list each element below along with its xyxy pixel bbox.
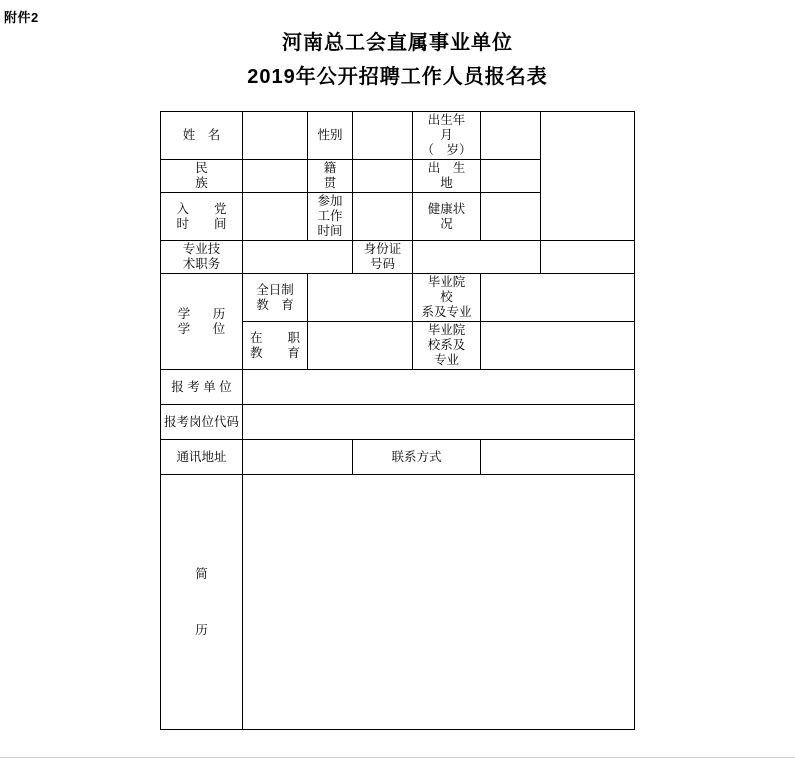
label-gender: [308, 112, 353, 160]
value-gender[interactable]: [353, 112, 413, 160]
value-name[interactable]: [243, 112, 308, 160]
value-id-number-extra[interactable]: [541, 241, 635, 274]
table-row: [161, 112, 635, 160]
label-in-service-school-line3: 专业: [433, 353, 459, 367]
value-native-place[interactable]: [353, 160, 413, 193]
value-professional-title[interactable]: [243, 241, 353, 274]
value-id-number[interactable]: [413, 241, 541, 274]
label-id-number-line2: 号码: [369, 257, 395, 271]
value-resume[interactable]: [243, 475, 635, 730]
label-in-service-school: [413, 322, 481, 370]
label-in-service-school-line2: 校系及: [427, 338, 466, 352]
value-apply-unit[interactable]: [243, 370, 635, 405]
value-health[interactable]: [481, 193, 541, 241]
label-health: [413, 193, 481, 241]
value-apply-post-code[interactable]: [243, 405, 635, 440]
value-nation[interactable]: [243, 160, 308, 193]
table-row: [161, 370, 635, 405]
label-native-place: [308, 160, 353, 193]
value-full-time-edu[interactable]: [308, 274, 413, 322]
label-nation-line1: 民: [195, 161, 208, 175]
label-party-join-time: [161, 193, 243, 241]
label-birth-date-line2: 月: [440, 128, 453, 142]
label-full-time-school-line2: 校: [440, 290, 453, 304]
label-health-line1: 健康状: [427, 201, 466, 216]
label-work-start-time-line3: 时间: [317, 224, 343, 238]
label-birth-place: [413, 160, 481, 193]
attachment-label: 附件2: [4, 10, 39, 25]
table-row: [161, 241, 635, 274]
value-contact[interactable]: [481, 440, 635, 475]
label-education-degree-line2: 学 位: [177, 321, 231, 336]
label-resume-line2: 历: [195, 623, 208, 637]
page-bottom-divider: [0, 757, 795, 758]
label-party-join-time-line2: 时 间: [176, 216, 227, 231]
registration-form-table: [160, 111, 635, 730]
value-birth-place[interactable]: [481, 160, 541, 193]
value-full-time-school[interactable]: [481, 274, 635, 322]
label-birth-place-line1: 出 生: [427, 161, 466, 175]
label-health-line2: 况: [440, 216, 453, 231]
label-work-start-time: [308, 193, 353, 241]
label-birth-date-line1: 出生年: [427, 113, 466, 127]
label-resume-line1: 简: [195, 567, 208, 581]
label-birth-date: [413, 112, 481, 160]
label-apply-post-code: 报考岗位代码: [161, 405, 243, 440]
document-title-block: [0, 28, 795, 92]
label-in-service-edu-line2: 教 育: [249, 345, 300, 360]
label-full-time-edu-line1: 全日制: [256, 282, 294, 297]
table-row: [161, 274, 635, 322]
label-in-service-edu-line1: 在 职: [249, 330, 300, 345]
label-education-degree: [161, 274, 243, 370]
table-row: [161, 440, 635, 475]
title-line-2: 2019年公开招聘工作人员报名表: [247, 66, 548, 88]
value-in-service-school[interactable]: [481, 322, 635, 370]
value-work-start-time[interactable]: [353, 193, 413, 241]
value-party-join-time[interactable]: [243, 193, 308, 241]
label-full-time-edu-line2: 教 育: [256, 297, 294, 312]
label-resume: [161, 475, 243, 730]
label-professional-title: [161, 241, 243, 274]
label-full-time-school-line1: 毕业院: [427, 275, 466, 289]
label-nation: [161, 160, 243, 193]
label-full-time-edu: [243, 274, 308, 322]
label-gender-line1: 性别: [317, 128, 343, 142]
label-native-place-line1: 籍: [323, 161, 337, 175]
value-address[interactable]: [243, 440, 353, 475]
label-name: 姓 名: [161, 112, 243, 160]
label-full-time-school: [413, 274, 481, 322]
photo-box[interactable]: [541, 112, 635, 241]
value-in-service-edu[interactable]: [308, 322, 413, 370]
label-apply-unit: 报 考 单 位: [161, 370, 243, 405]
label-education-degree-line1: 学 历: [177, 306, 231, 321]
label-professional-title-line2: 术职务: [182, 257, 221, 271]
label-in-service-edu: [243, 322, 308, 370]
label-address: 通讯地址: [161, 440, 243, 475]
value-birth-date[interactable]: [481, 112, 541, 160]
label-professional-title-line1: 专业技: [182, 242, 221, 256]
label-work-start-time-line1: 参加: [317, 194, 343, 208]
title-line-1: 河南总工会直属事业单位: [282, 32, 513, 54]
table-row: [161, 405, 635, 440]
table-row: [161, 475, 635, 730]
label-id-number: [353, 241, 413, 274]
label-id-number-line1: 身份证: [363, 242, 402, 256]
label-contact: 联系方式: [353, 440, 481, 475]
label-work-start-time-line2: 工作: [317, 209, 343, 223]
label-in-service-school-line1: 毕业院: [427, 323, 466, 337]
label-native-place-line2: 贯: [323, 176, 337, 190]
label-full-time-school-line3: 系及专业: [421, 305, 472, 319]
label-birth-place-line2: 地: [440, 176, 453, 190]
label-party-join-time-line1: 入 党: [176, 201, 227, 216]
label-nation-line2: 族: [195, 176, 208, 190]
label-birth-date-line3: （ 岁）: [421, 143, 472, 157]
